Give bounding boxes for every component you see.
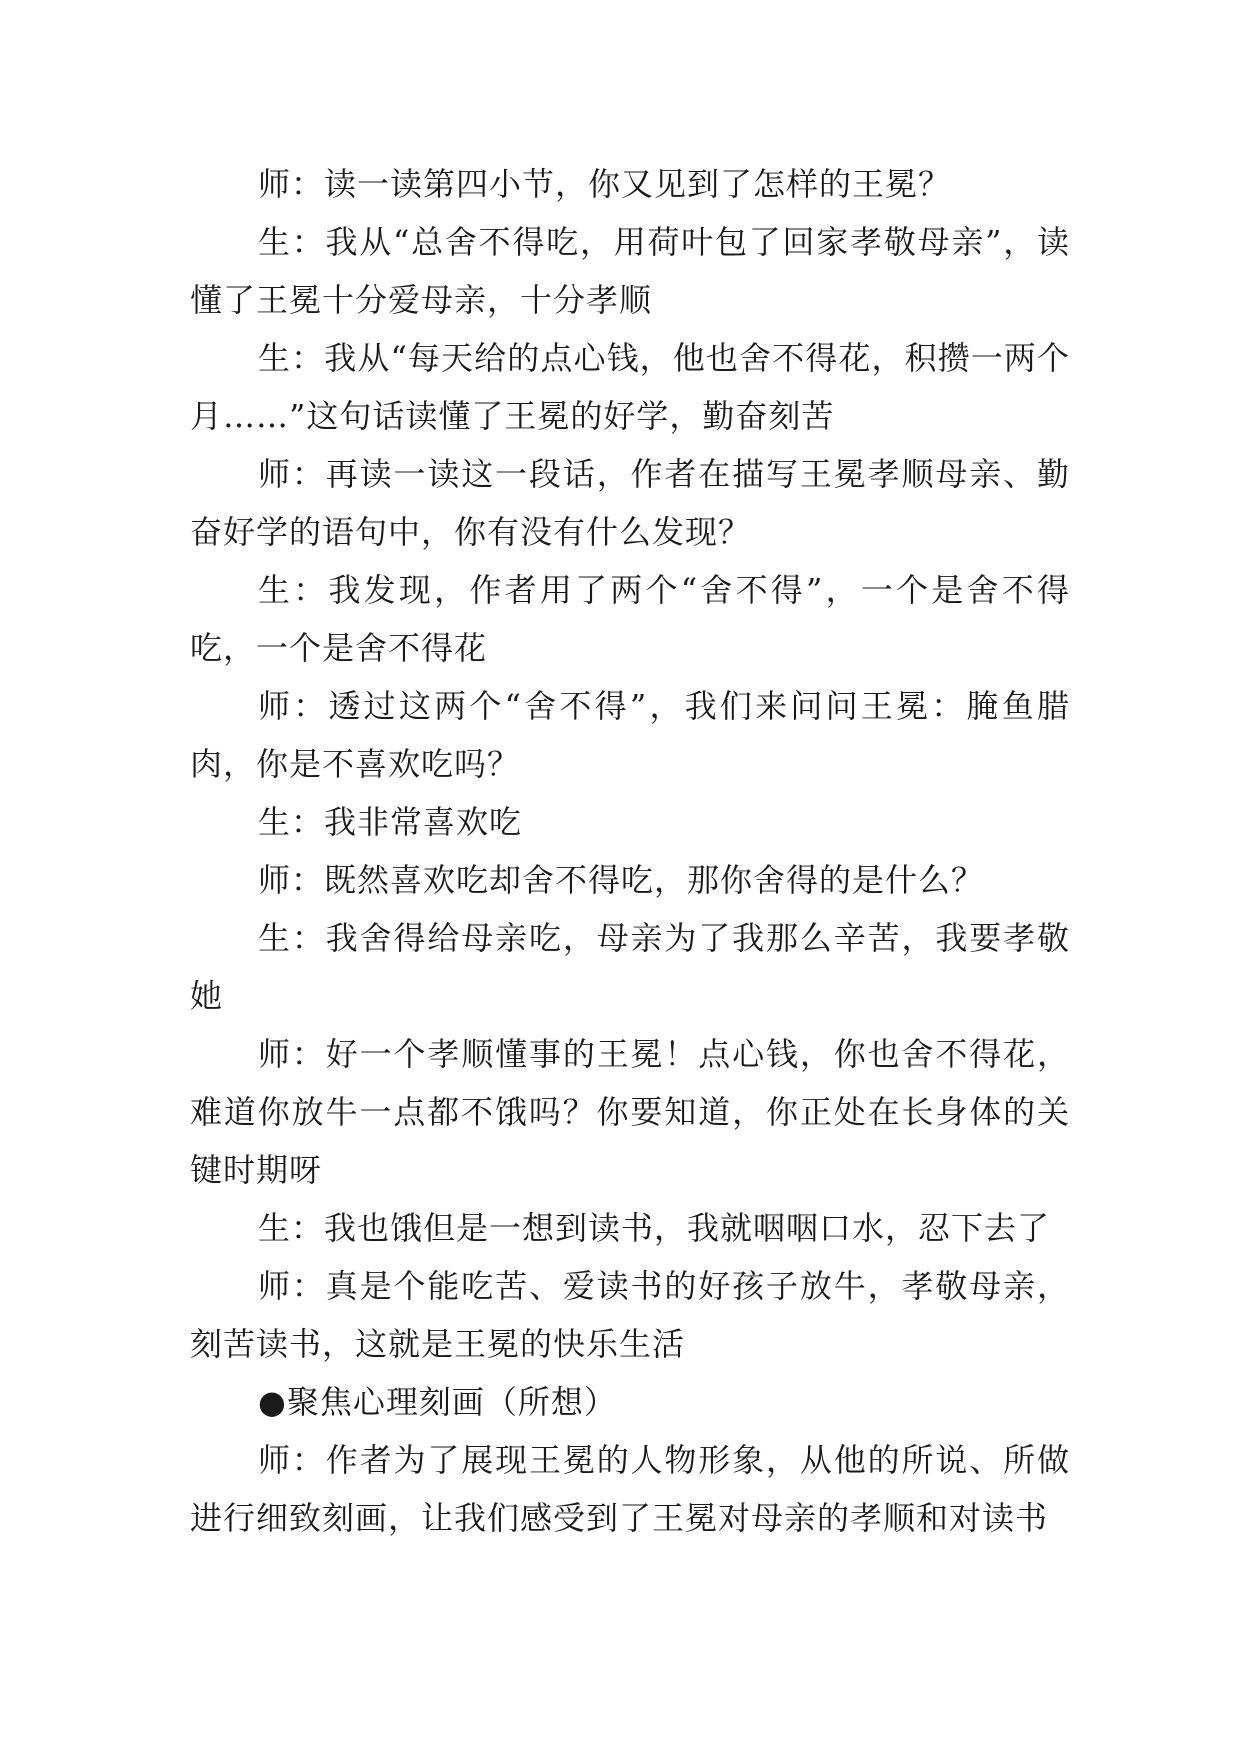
paragraph: 师：读一读第四小节，你又见到了怎样的王冕？ [258,165,952,203]
paragraph: 生：我非常喜欢吃 [258,803,523,841]
paragraph: 生：我从“总舍不得吃，用荷叶包了回家孝敬母亲”，读懂了王冕十分爱母亲，十分孝顺 [190,223,1070,319]
paragraph: 生：我也饿但是一想到读书，我就咽咽口水，忍下去了 [258,1209,1051,1247]
document-body [190,155,1070,1547]
paragraph: 师：好一个孝顺懂事的王冕！点心钱，你也舍不得花，难道你放牛一点都不饿吗？你要知道，你正处在长身体的关键时期呀 [190,1035,1070,1189]
paragraph: 生：我舍得给母亲吃，母亲为了我那么辛苦，我要孝敬她 [190,919,1070,1015]
paragraph: 生：我从“每天给的点心钱，他也舍不得花，积攒一两个月……”这句话读懂了王冕的好学，勤奋刻苦 [190,339,1070,435]
paragraph: 师：真是个能吃苦、爱读书的好孩子放牛，孝敬母亲，刻苦读书，这就是王冕的快乐生活 [190,1267,1070,1363]
paragraph: 师：作者为了展现王冕的人物形象，从他的所说、所做进行细致刻画，让我们感受到了王冕对母亲的孝顺和对读书 [190,1441,1070,1537]
section-heading: ●聚焦心理刻画（所想） [258,1383,617,1421]
paragraph: 师：透过这两个“舍不得”，我们来问问王冕：腌鱼腊肉，你是不喜欢吃吗？ [190,687,1070,783]
paragraph: 师：既然喜欢吃却舍不得吃，那你舍得的是什么？ [258,861,985,899]
paragraph: 生：我发现，作者用了两个“舍不得”，一个是舍不得吃，一个是舍不得花 [190,571,1070,667]
paragraph: 师：再读一读这一段话，作者在描写王冕孝顺母亲、勤奋好学的语句中，你有没有什么发现？ [190,455,1070,551]
